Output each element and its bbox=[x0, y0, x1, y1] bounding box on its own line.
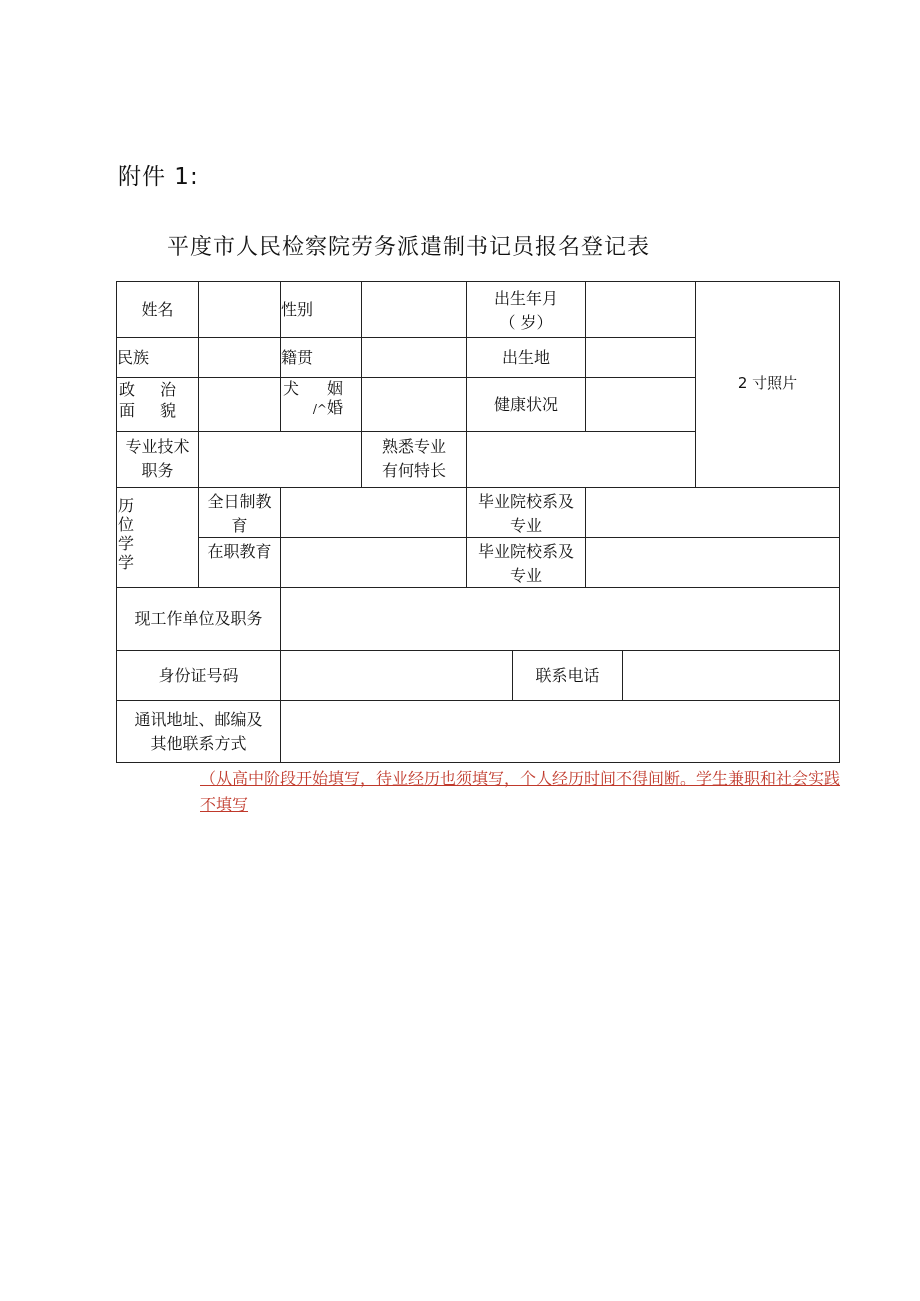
field-specialty[interactable] bbox=[466, 431, 696, 488]
label-political-status: 政 治 面 貌 bbox=[116, 377, 199, 432]
label-health: 健康状况 bbox=[466, 377, 586, 432]
field-health[interactable] bbox=[585, 377, 696, 432]
label-id-number: 身份证号码 bbox=[116, 650, 281, 701]
label-work-unit: 现工作单位及职务 bbox=[116, 587, 281, 651]
field-marital-status[interactable] bbox=[361, 377, 467, 432]
label-inservice-education: 在职教育 bbox=[198, 537, 281, 588]
footnote-instruction: （从高中阶段开始填写，待业经历也须填写，个人经历时间不得间断。学生兼职和社会实践不填写 bbox=[200, 769, 841, 814]
field-gender[interactable] bbox=[361, 281, 467, 338]
field-fulltime-education[interactable] bbox=[280, 487, 467, 538]
label-gender: 性别 bbox=[280, 281, 362, 338]
label-native-place: 籍贯 bbox=[280, 337, 362, 378]
label-education: 历 位 学 学 bbox=[116, 487, 199, 588]
label-fulltime-school: 毕业院校系及 专业 bbox=[466, 487, 586, 538]
field-inservice-school[interactable] bbox=[585, 537, 840, 588]
attachment-label: 附件 1: bbox=[118, 164, 199, 190]
label-inservice-school: 毕业院校系及 专业 bbox=[466, 537, 586, 588]
field-address[interactable] bbox=[280, 700, 840, 763]
field-birthplace[interactable] bbox=[585, 337, 696, 378]
field-birth-date[interactable] bbox=[585, 281, 696, 338]
field-fulltime-school[interactable] bbox=[585, 487, 840, 538]
label-birth-date: 出生年月 （ 岁） bbox=[466, 281, 586, 338]
field-inservice-education[interactable] bbox=[280, 537, 467, 588]
field-work-unit[interactable] bbox=[280, 587, 840, 651]
label-marital-status: 犬 姻 /^婚 bbox=[280, 377, 362, 432]
field-phone[interactable] bbox=[622, 650, 840, 701]
field-political-status[interactable] bbox=[198, 377, 281, 432]
label-ethnicity: 民族 bbox=[116, 337, 199, 378]
label-fulltime-education: 全日制教 育 bbox=[198, 487, 281, 538]
field-native-place[interactable] bbox=[361, 337, 467, 378]
label-birthplace: 出生地 bbox=[466, 337, 586, 378]
field-id-number[interactable] bbox=[280, 650, 513, 701]
label-name: 姓名 bbox=[116, 281, 199, 338]
label-phone: 联系电话 bbox=[512, 650, 623, 701]
field-name[interactable] bbox=[198, 281, 281, 338]
field-tech-title[interactable] bbox=[198, 431, 362, 488]
field-ethnicity[interactable] bbox=[198, 337, 281, 378]
label-address: 通讯地址、邮编及 其他联系方式 bbox=[116, 700, 281, 763]
label-tech-title: 专业技术 职务 bbox=[116, 431, 199, 488]
label-specialty: 熟悉专业 有何特长 bbox=[361, 431, 467, 488]
form-title: 平度市人民检察院劳务派遣制书记员报名登记表 bbox=[167, 235, 651, 260]
photo-placeholder[interactable]: 2 寸照片 bbox=[695, 281, 840, 488]
